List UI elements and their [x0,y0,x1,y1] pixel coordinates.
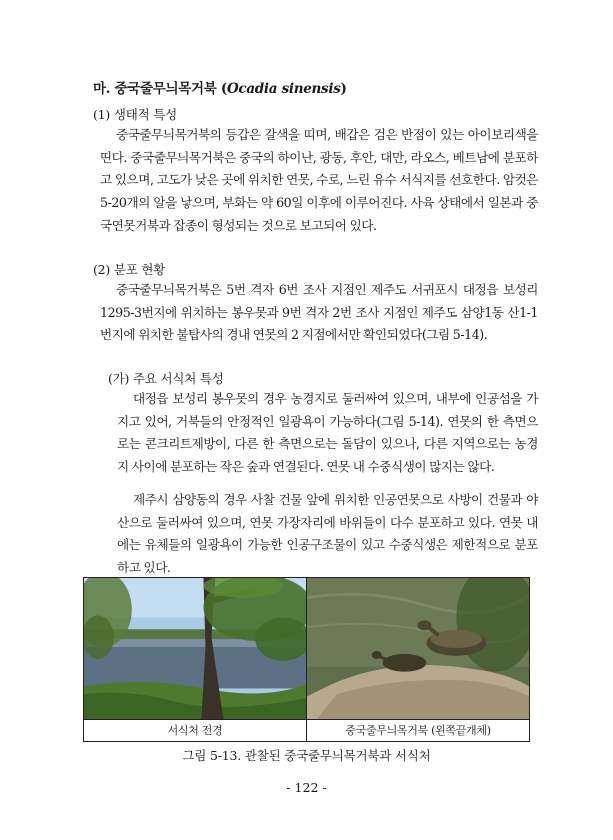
figure-frame [83,577,530,742]
section2-title: (2) 분포 현황 [93,262,166,277]
scientific-name: Ocadia sinensis [226,81,341,97]
subsection-title: (가) 주요 서식처 특성 [108,371,224,386]
heading-prefix: 마. 중국줄무늬목거북 ( [93,81,227,97]
left-caption: 서식처 전경 [167,724,223,737]
habitat-photo [84,578,306,720]
figure-title: 그림 5-13. 관찰된 중국줄무늬목거북과 서식처 [182,748,431,763]
section1-paragraph: 중국줄무늬목거북의 등갑은 갈색을 띠며, 배갑은 검은 반점이 있는 아이보리색을 띤다. 중국줄무늬목거북은 중국의 하이난, 광동, 후안, 대만, 라오스, 베트남에 분포하고 있으며, 고도가 낮은 곳에 위치한 연못, 수로, 느린 유수 서식지를 선호한다. 암컷은 5-20개의 알을 낳으며, 부화는 약 60일 이후에 이루어진다. 사육 상태에서 일본과 중국연못거북과 잡종이 형성되는 것으로 보고되어 있다. [100,127,538,233]
turtle-photo [307,578,529,720]
subsection-paragraph-1: 대정읍 보성리 봉우못의 경우 농경지로 둘러싸여 있으며, 내부에 인공섬을 가지고 있어, 거북들의 안정적인 일광욕이 가능하다(그림 5-14). 연못의 한 측면으로는 콘크리트제방이, 다른 한 측면으로는 돌담이 있으나, 다른 지역으로는 농경지 사이에 분포하는 작은 숲과 연결된다. 연못 내 수중식생이 많지는 않다. [117,391,538,475]
figure-left-panel [84,578,307,741]
figure-right-panel [307,578,529,741]
section-heading [93,77,347,97]
section2-paragraph: 중국줄무늬목거북은 5번 격자 6번 조사 지점인 제주도 서귀포시 대정읍 보성리 1295-3번지에 위치하는 봉우못과 9번 격자 2번 조사 지점인 제주도 삼양1동 산1-1번지에 위치한 불탑사의 경내 연못의 2 지점에서만 확인되었다(그림 5-14). [100,282,538,343]
right-caption: 중국줄무늬목거북 (왼쪽끝개체) [345,724,491,737]
heading-suffix: ) [340,81,347,97]
page-number: - 122 - [286,780,327,795]
subsection-paragraph-2: 제주시 삼양동의 경우 사찰 건물 앞에 위치한 인공연못으로 사방이 건물과 야산으로 둘러싸여 있으며, 연못 가장자리에 바위들이 다수 분포하고 있다. 연못 내에는 유체들의 일광욕이 가능한 인공구조물이 있고 수중식생은 제한적으로 분포하고 있다. [117,492,538,576]
section1-title: (1) 생태적 특성 [93,107,178,122]
